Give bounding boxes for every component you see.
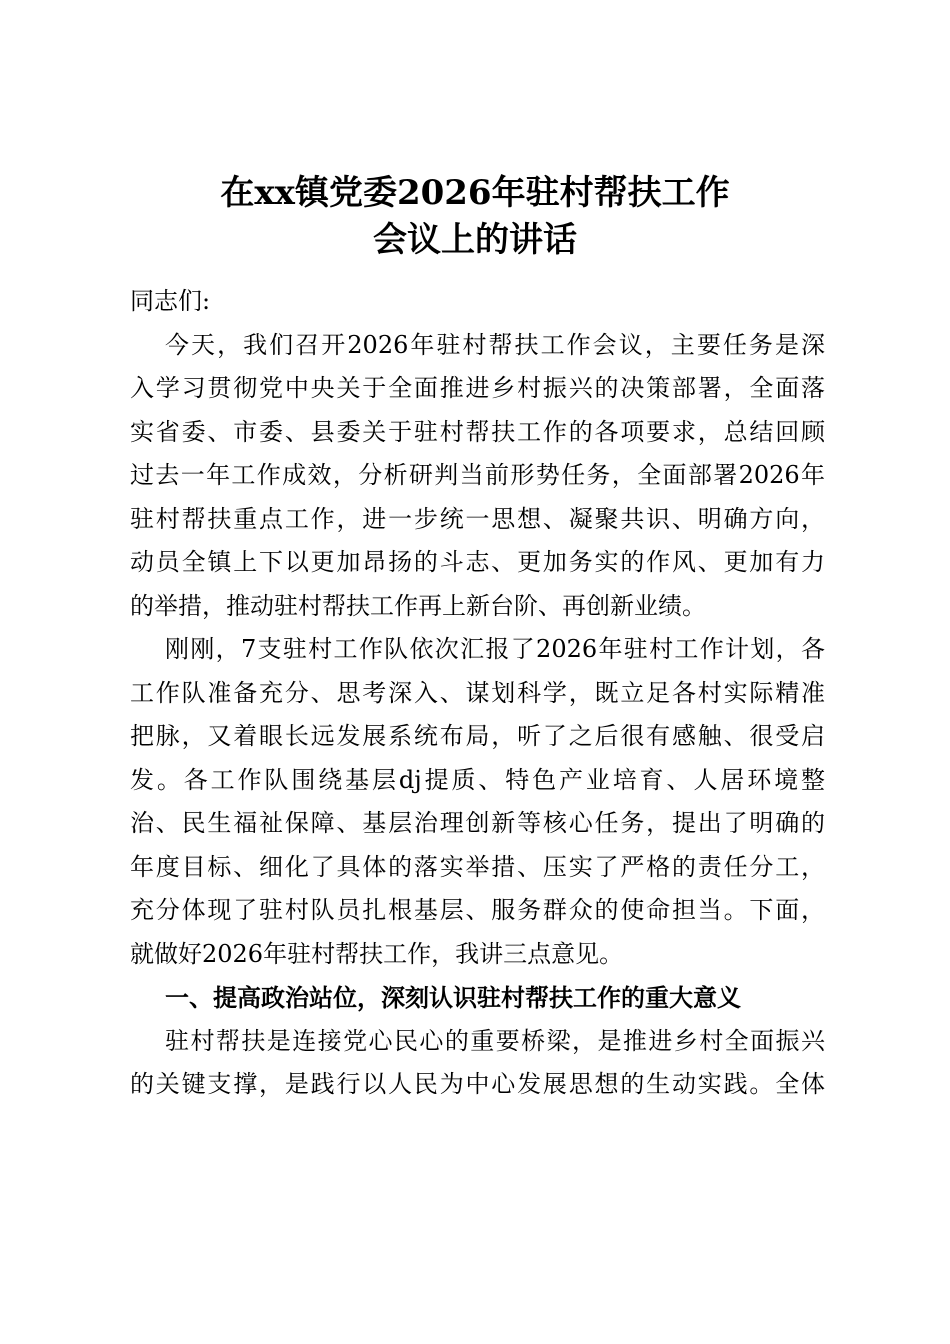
document-body bbox=[130, 280, 825, 1107]
paragraph-line: 工作队准备充分、思考深入、谋划科学，既立足各村实际精准 bbox=[130, 678, 825, 707]
paragraph-line: 驻村帮扶重点工作，进一步统一思想、凝聚共识、明确方向， bbox=[130, 504, 825, 533]
paragraph-line: 年度目标、细化了具体的落实举措、压实了严格的责任分工， bbox=[130, 852, 825, 881]
paragraph-line: 过去一年工作成效，分析研判当前形势任务，全面部署2026年 bbox=[130, 461, 825, 489]
paragraph-line: 充分体现了驻村队员扎根基层、服务群众的使命担当。下面， bbox=[130, 896, 825, 924]
paragraph-line: 入学习贯彻党中央关于全面推进乡村振兴的决策部署，全面落 bbox=[130, 374, 825, 402]
paragraph-line: 驻村帮扶是连接党心民心的重要桥梁，是推进乡村全面振兴 bbox=[165, 1026, 825, 1055]
paragraph-line: 发。各工作队围绕基层dj提质、特色产业培育、人居环境整 bbox=[130, 765, 825, 794]
paragraph-line: 今天，我们召开2026年驻村帮扶工作会议，主要任务是深 bbox=[165, 330, 825, 359]
paragraph-line: 把脉，又着眼长远发展系统布局，听了之后很有感触、很受启 bbox=[130, 722, 825, 750]
paragraph-line: 的关键支撑，是践行以人民为中心发展思想的生动实践。全体 bbox=[130, 1070, 825, 1098]
paragraph-line: 就做好2026年驻村帮扶工作，我讲三点意见。 bbox=[130, 939, 624, 968]
salutation: 同志们: bbox=[130, 287, 211, 315]
document-title-line-1: 在xx镇党委2026年驻村帮扶工作 bbox=[220, 173, 730, 213]
paragraph-line: 的举措，推动驻村帮扶工作再上新台阶、再创新业绩。 bbox=[130, 591, 706, 620]
document-title-line-2: 会议上的讲话 bbox=[373, 220, 577, 260]
paragraph-line: 治、民生福祉保障、基层治理创新等核心任务，提出了明确的 bbox=[130, 809, 825, 837]
section-heading: 一、提高政治站位，深刻认识驻村帮扶工作的重大意义 bbox=[165, 983, 741, 1012]
paragraph-line: 动员全镇上下以更加昂扬的斗志、更加务实的作风、更加有力 bbox=[130, 548, 825, 576]
paragraph-line: 刚刚，7支驻村工作队依次汇报了2026年驻村工作计划，各 bbox=[165, 635, 825, 663]
paragraph-line: 实省委、市委、县委关于驻村帮扶工作的各项要求，总结回顾 bbox=[130, 417, 825, 446]
